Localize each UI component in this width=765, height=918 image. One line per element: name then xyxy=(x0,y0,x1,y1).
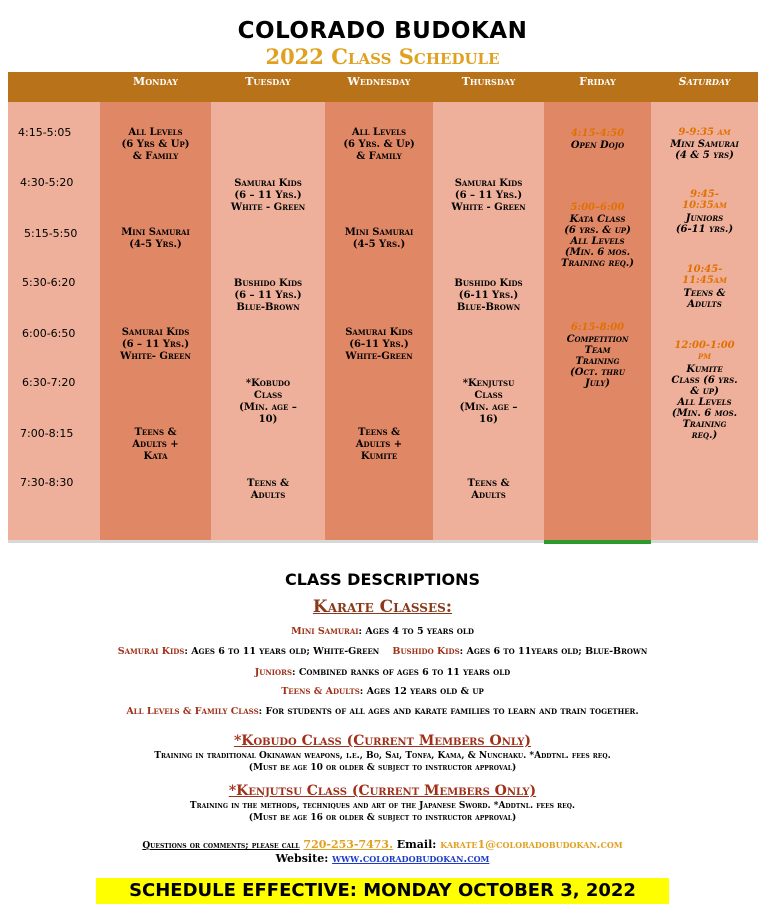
time-slot: 5:15-5:50 xyxy=(24,227,78,240)
time-slot: 6:30-7:20 xyxy=(22,376,76,389)
friday-green-bar xyxy=(544,540,651,544)
website-label: Website: xyxy=(275,852,329,865)
header-friday: Friday xyxy=(579,75,616,88)
thursday-teens-adults: Teens & Adults xyxy=(467,478,510,501)
all-levels-text: : For students of all ages and karate families to learn and train together. xyxy=(258,706,639,717)
contact-line xyxy=(0,838,765,851)
kobudo-line-2: (Must be age 10 or older & subject to instructor approval) xyxy=(248,763,517,773)
saturday-juniors: Juniors (6-11 yrs.) xyxy=(675,213,734,235)
thursday-kenjutsu: *Kenjutsu Class (Min. age – 16) xyxy=(459,378,518,425)
tuesday-samurai-kids: Samurai Kids (6 – 11 Yrs.) White - Green xyxy=(230,178,306,213)
saturday-kumite-class: Kumite Class (6 yrs. & up) All Levels (Min. 6 mos. Training req.) xyxy=(671,364,738,441)
header-saturday: Saturday xyxy=(678,75,731,88)
friday-kata-class: Kata Class (6 yrs. & up) All Levels (Min. 6 mos. Training req.) xyxy=(561,214,634,269)
header-tuesday: Tuesday xyxy=(245,75,291,88)
tuesday-kobudo: *Kobudo Class (Min. age – 10) xyxy=(239,378,297,425)
samurai-kids-text: : Ages 6 to 11 years old; White-Green xyxy=(184,646,380,657)
schedule-table xyxy=(8,72,758,544)
kenjutsu-heading: *Kenjutsu Class (Current Members Only) xyxy=(228,783,537,799)
juniors-label: Juniors xyxy=(254,667,293,678)
header-thursday: Thursday xyxy=(461,75,516,88)
header-wednesday: Wednesday xyxy=(347,75,411,88)
friday-time-1: 4:15-4:50 xyxy=(570,128,625,139)
time-slot: 4:15-5:05 xyxy=(18,126,72,139)
time-slot: 7:30-8:30 xyxy=(20,476,74,489)
kenjutsu-line-2: (Must be age 16 or older & subject to instructor approval) xyxy=(248,813,517,823)
page-subtitle: 2022 Class Schedule xyxy=(265,44,500,69)
monday-all-levels: All Levels (6 Yrs & Up) & Family xyxy=(121,127,190,162)
monday-teens-adults: Teens & Adults + Kata xyxy=(132,427,179,462)
wednesday-all-levels: All Levels (6 Yrs. & Up) & Family xyxy=(343,127,415,162)
saturday-time-3: 10:45- 11:45am xyxy=(682,264,727,286)
monday-samurai-kids: Samurai Kids (6 – 11 Yrs.) White- Green xyxy=(120,327,191,362)
schedule-effective-banner: SCHEDULE EFFECTIVE: MONDAY OCTOBER 3, 2022 xyxy=(96,878,669,904)
saturday-time-1: 9-9:35 am xyxy=(678,127,731,138)
tuesday-column xyxy=(211,102,325,542)
all-levels-label: All Levels & Family Class xyxy=(126,706,259,717)
time-slot: 7:00-8:15 xyxy=(20,427,74,440)
friday-competition-team: Competition Team Training (Oct. thru July) xyxy=(566,334,629,389)
time-slot: 4:30-5:20 xyxy=(20,176,74,189)
bushido-kids-label: Bushido Kids xyxy=(392,646,460,657)
saturday-time-4: 12:00-1:00 pm xyxy=(674,340,735,362)
monday-mini-samurai: Mini Samurai (4-5 Yrs.) xyxy=(121,227,190,250)
bushido-kids-text: : Ages 6 to 11years old; Blue-Brown xyxy=(459,646,648,657)
wednesday-samurai-kids: Samurai Kids (6-11 Yrs.) White-Green xyxy=(345,327,413,362)
juniors-text: : Combined ranks of ages 6 to 11 years old xyxy=(292,667,511,678)
kobudo-line-1: Training in traditional Okinawan weapons, i.e., Bo, Sai, Tonfa, Kama, & Nunchaku. *Addtnl. fees req. xyxy=(154,751,611,761)
saturday-mini-samurai: Mini Samurai (4 & 5 yrs) xyxy=(670,139,739,161)
website-line xyxy=(0,852,765,865)
teens-description xyxy=(0,686,765,697)
friday-open-dojo: Open Dojo xyxy=(570,140,625,151)
kobudo-heading: *Kobudo Class (Current Members Only) xyxy=(233,733,531,749)
monday-column xyxy=(100,102,211,542)
contact-question: Questions or comments; please call xyxy=(142,841,300,851)
time-slot: 6:00-6:50 xyxy=(22,327,76,340)
saturday-teens-adults: Teens & Adults xyxy=(683,288,726,310)
mini-samurai-description xyxy=(0,626,765,637)
friday-time-3: 6:15-8:00 xyxy=(570,322,625,333)
teens-text: : Ages 12 years old & up xyxy=(359,686,484,697)
website-link[interactable]: www.coloradobudokan.com xyxy=(332,852,490,865)
wednesday-teens-adults: Teens & Adults + Kumite xyxy=(355,427,403,462)
thursday-column xyxy=(433,102,544,542)
page-title: COLORADO BUDOKAN xyxy=(237,18,528,44)
teens-label: Teens & Adults xyxy=(281,686,360,697)
wednesday-mini-samurai: Mini Samurai (4-5 Yrs.) xyxy=(344,227,414,250)
thursday-samurai-kids: Samurai Kids (6 – 11 Yrs.) White - Green xyxy=(451,178,526,213)
email-label: Email: xyxy=(396,838,437,851)
email-link[interactable]: karate1@coloradobudokan.com xyxy=(440,838,623,851)
all-levels-description xyxy=(0,706,765,717)
saturday-column xyxy=(651,102,758,542)
phone-link[interactable]: 720-253-7473. xyxy=(303,838,393,851)
wednesday-column xyxy=(325,102,433,542)
thursday-bushido-kids: Bushido Kids (6-11 Yrs.) Blue-Brown xyxy=(454,278,523,313)
karate-classes-heading: Karate Classes: xyxy=(312,597,453,617)
mini-samurai-text: : Ages 4 to 5 years old xyxy=(358,626,474,637)
kenjutsu-line-1: Training in the methods, techniques and art of the Japanese Sword. *Addtnl. fees req. xyxy=(189,801,576,811)
friday-time-2: 5:00–6:00 xyxy=(570,202,625,213)
samurai-kids-label: Samurai Kids xyxy=(117,646,185,657)
mini-samurai-label: Mini Samurai xyxy=(291,626,359,637)
kids-description xyxy=(0,646,765,657)
juniors-description xyxy=(0,667,765,678)
tuesday-teens-adults: Teens & Adults xyxy=(246,478,290,501)
time-slot: 5:30-6:20 xyxy=(22,276,76,289)
class-descriptions-heading: CLASS DESCRIPTIONS xyxy=(284,570,481,589)
header-monday: Monday xyxy=(133,75,178,88)
saturday-time-2: 9:45- 10:35am xyxy=(682,189,727,211)
tuesday-bushido-kids: Bushido Kids (6 – 11 Yrs.) Blue-Brown xyxy=(233,278,303,313)
